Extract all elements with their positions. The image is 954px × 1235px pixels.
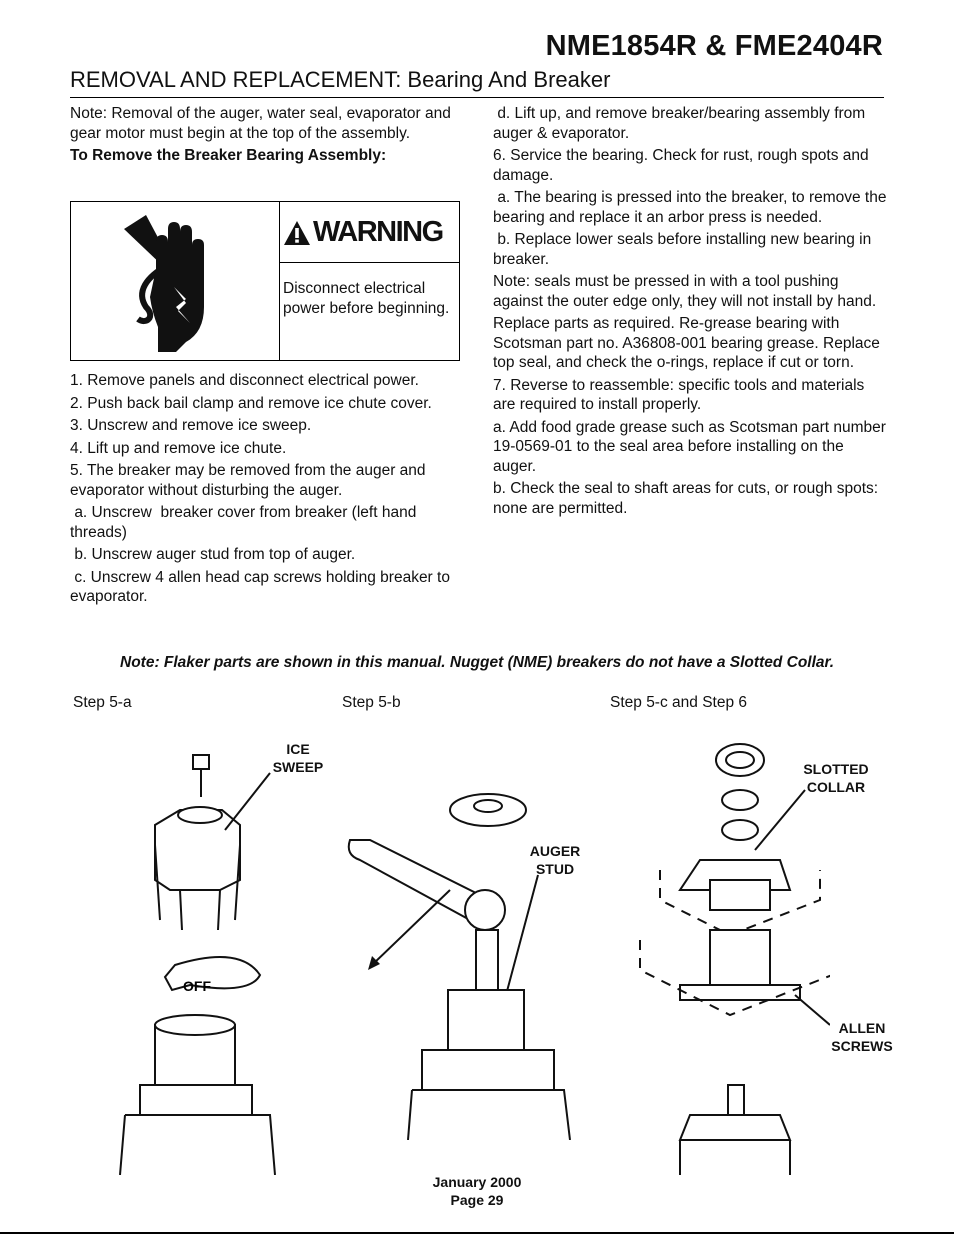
warning-title-text: WARNING: [313, 216, 443, 248]
right-paragraph: 7. Reverse to reassemble: specific tools and materials are required to install properly.: [493, 376, 865, 413]
callout-line: COLLAR: [806, 779, 866, 795]
step-5a-label: Step 5-a: [73, 694, 132, 711]
right-paragraph: Replace parts as required. Re-grease bearing with Scotsman part no. A36808-001 bearing grease. Replace top seal, and check the o-rings, replace if cut or torn.: [493, 315, 880, 371]
right-paragraph: a. Add food grade grease such as Scotsman part number 19-0569-01 to the seal area before installing on the auger.: [493, 418, 886, 475]
left-column-intro: [70, 104, 465, 169]
right-paragraph: b. Check the seal to shaft areas for cuts, or rough spots: none are permitted.: [493, 480, 879, 517]
warning-text: Disconnect electrical power before beginning.: [283, 280, 450, 317]
right-paragraph: Note: seals must be pressed in with a tool pushing against the outer edge only, they will not install by hand.: [493, 273, 877, 310]
figure-step-5c: [630, 740, 830, 1180]
callout-line: SCREWS: [831, 1038, 893, 1054]
callout-line: ALLEN: [838, 1020, 886, 1036]
figure-step-5b: [340, 780, 600, 1140]
callout-line: SWEEP: [272, 759, 324, 775]
callout-line: STUD: [535, 861, 575, 877]
warning-divider: [279, 202, 280, 360]
step-item: 5. The breaker may be removed from the auger and evaporator without disturbing the auger.: [70, 462, 426, 499]
warning-title: [283, 216, 443, 249]
step-5b-label: Step 5-b: [342, 694, 401, 711]
step-item: 2. Push back bail clamp and remove ice chute cover.: [70, 394, 432, 412]
header-rule: [70, 97, 884, 98]
right-paragraph: d. Lift up, and remove breaker/bearing assembly from auger & evaporator.: [493, 105, 870, 142]
section-title: REMOVAL AND REPLACEMENT: Bearing And Breaker: [70, 67, 611, 92]
step-5c-label: Step 5-c and Step 6: [610, 694, 748, 711]
warning-box: [70, 201, 460, 361]
footer-page: Page 29: [450, 1192, 504, 1208]
step-item: c. Unscrew 4 allen head cap screws holding breaker to evaporator.: [70, 568, 455, 605]
step-item: 1. Remove panels and disconnect electrical power.: [70, 372, 419, 389]
right-paragraph: b. Replace lower seals before installing new bearing in breaker.: [493, 231, 876, 268]
step-item: a. Unscrew breaker cover from breaker (left hand threads): [70, 504, 421, 541]
right-paragraph: 6. Service the bearing. Check for rust, rough spots and damage.: [493, 147, 869, 184]
callout-allen-screws: [824, 1019, 900, 1055]
footer-rule: [0, 1232, 954, 1234]
right-column: [493, 104, 891, 521]
step-item: b. Unscrew auger stud from top of auger.: [70, 546, 356, 563]
callout-line: SLOTTED: [803, 761, 869, 777]
model-title: NME1854R & FME2404R: [545, 30, 883, 62]
step-item: 4. Lift up and remove ice chute.: [70, 439, 287, 457]
off-label: OFF: [183, 978, 211, 994]
footer-date: January 2000: [432, 1174, 522, 1190]
intro-note: Note: Removal of the auger, water seal, evaporator and gear motor must begin at the top of the assembly.: [70, 105, 451, 142]
figure-note: Note: Flaker parts are shown in this manual. Nugget (NME) breakers do not have a Slotted Collar.: [120, 654, 834, 671]
subheading: To Remove the Breaker Bearing Assembly:: [70, 147, 387, 164]
right-paragraph: a. The bearing is pressed into the breaker, to remove the bearing and replace it an arbor press is needed.: [493, 189, 891, 226]
figure-step-5a: [110, 745, 340, 1175]
warning-triangle-icon: [283, 220, 311, 246]
hand-shock-icon: [116, 207, 236, 357]
step-item: 3. Unscrew and remove ice sweep.: [70, 417, 312, 434]
warning-header-divider: [279, 262, 459, 263]
footer: [0, 1173, 954, 1209]
callout-line: ICE: [286, 741, 310, 757]
callout-line: AUGER: [529, 843, 581, 859]
left-steps: [70, 371, 465, 610]
